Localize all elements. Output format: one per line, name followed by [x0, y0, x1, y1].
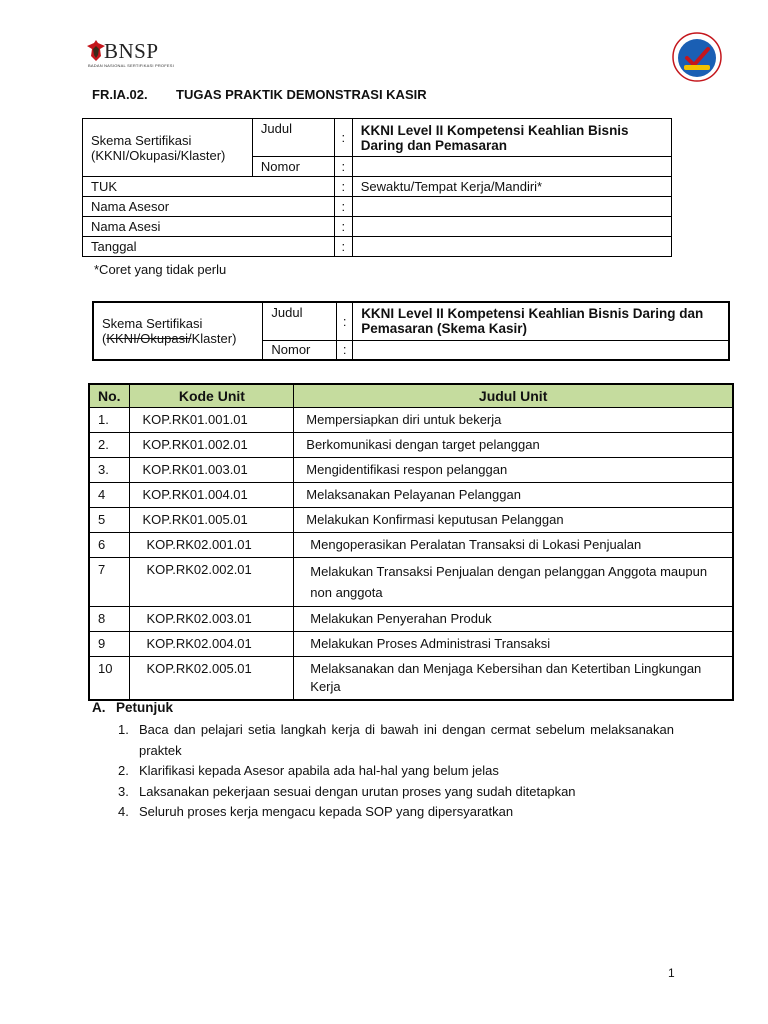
row-kode: KOP.RK01.003.01	[130, 457, 294, 482]
row-kode: KOP.RK02.001.01	[130, 532, 294, 557]
row-kode: KOP.RK01.005.01	[130, 507, 294, 532]
row-no: 5	[89, 507, 130, 532]
row-judul: Melakukan Proses Administrasi Transaksi	[294, 631, 733, 656]
skema-table	[92, 301, 730, 361]
header-judul-unit: Judul Unit	[294, 384, 733, 407]
logo-subtext: BADAN NASIONAL SERTIFIKASI PROFESI	[88, 63, 174, 68]
instruction-list	[118, 720, 674, 823]
logo-wordmark: BNSP	[104, 39, 159, 63]
lsp-seal-icon	[672, 32, 722, 82]
nomor-value[interactable]	[352, 157, 671, 177]
row-judul: Mempersiapkan diri untuk bekerja	[294, 407, 733, 432]
row-no: 1.	[89, 407, 130, 432]
skema-label: Skema Sertifikasi (KKNI/Okupasi/Klaster)	[93, 302, 263, 360]
garuda-emblem-icon	[86, 40, 106, 62]
table-row	[89, 507, 733, 532]
row-judul: Melaksanakan dan Menjaga Kebersihan dan Ketertiban Lingkungan Kerja	[294, 656, 733, 700]
colon: :	[334, 157, 352, 177]
row-no: 6	[89, 532, 130, 557]
form-title: TUGAS PRAKTIK DEMONSTRASI KASIR	[176, 87, 427, 102]
colon: :	[334, 119, 352, 157]
section-title: Petunjuk	[116, 700, 174, 715]
row-kode: KOP.RK01.004.01	[130, 482, 294, 507]
judul-value: KKNI Level II Kompetensi Keahlian Bisnis Daring dan Pemasaran	[352, 119, 671, 157]
nomor-label: Nomor	[263, 340, 337, 360]
section-heading	[92, 700, 173, 715]
row-no: 2.	[89, 432, 130, 457]
row-judul: Berkomunikasi dengan target pelanggan	[294, 432, 733, 457]
table-row	[89, 432, 733, 457]
unit-table	[88, 383, 734, 701]
table-row	[89, 557, 733, 606]
colon: :	[334, 177, 352, 197]
row-judul: Mengoperasikan Peralatan Transaksi di Lokasi Penjualan	[294, 532, 733, 557]
table-row	[89, 631, 733, 656]
asesor-value[interactable]	[352, 197, 671, 217]
row-no: 10	[89, 656, 130, 700]
lsp-logo	[672, 32, 722, 82]
row-judul: Melakukan Konfirmasi keputusan Pelanggan	[294, 507, 733, 532]
row-kode: KOP.RK01.001.01	[130, 407, 294, 432]
row-kode: KOP.RK02.005.01	[130, 656, 294, 700]
row-judul: Melaksanakan Pelayanan Pelanggan	[294, 482, 733, 507]
section-letter: A.	[92, 700, 106, 715]
row-kode: KOP.RK02.003.01	[130, 606, 294, 631]
colon: :	[337, 302, 353, 340]
tanggal-label: Tanggal	[83, 237, 335, 257]
header-no: No.	[89, 384, 130, 407]
row-no: 8	[89, 606, 130, 631]
list-item: 2. Klarifikasi kepada Asesor apabila ada hal-hal yang belum jelas	[118, 763, 499, 778]
row-no: 9	[89, 631, 130, 656]
list-item: 1. Baca dan pelajari setia langkah kerja di bawah ini dengan cermat sebelum melaksanakan praktek	[118, 722, 674, 758]
asesor-label: Nama Asesor	[83, 197, 335, 217]
page-number: 1	[668, 966, 675, 980]
judul-label: Judul	[263, 302, 337, 340]
asesi-label: Nama Asesi	[83, 217, 335, 237]
footnote: *Coret yang tidak perlu	[94, 262, 227, 277]
tuk-label: TUK	[83, 177, 335, 197]
colon: :	[337, 340, 353, 360]
list-item: 4. Seluruh proses kerja mengacu kepada SOP yang dipersyaratkan	[118, 804, 514, 819]
bnsp-logo	[86, 38, 174, 72]
tanggal-value[interactable]	[352, 237, 671, 257]
row-kode: KOP.RK01.002.01	[130, 432, 294, 457]
nomor-value[interactable]	[353, 340, 729, 360]
table-row	[89, 656, 733, 700]
table-row	[89, 482, 733, 507]
judul-value: KKNI Level II Kompetensi Keahlian Bisnis Daring dan Pemasaran (Skema Kasir)	[353, 302, 729, 340]
row-judul: Melakukan Penyerahan Produk	[294, 606, 733, 631]
colon: :	[334, 217, 352, 237]
header-kode-unit: Kode Unit	[130, 384, 294, 407]
assessment-info-table	[82, 118, 672, 257]
row-kode: KOP.RK02.004.01	[130, 631, 294, 656]
table-row	[89, 532, 733, 557]
list-item: 3. Laksanakan pekerjaan sesuai dengan urutan proses yang sudah ditetapkan	[118, 783, 576, 799]
row-judul: Mengidentifikasi respon pelanggan	[294, 457, 733, 482]
tuk-value[interactable]: Sewaktu/Tempat Kerja/Mandiri*	[352, 177, 671, 197]
row-no: 3.	[89, 457, 130, 482]
asesi-value[interactable]	[352, 217, 671, 237]
colon: :	[334, 237, 352, 257]
row-no: 4	[89, 482, 130, 507]
colon: :	[334, 197, 352, 217]
judul-label: Judul	[252, 119, 334, 157]
table-row	[89, 606, 733, 631]
row-kode: KOP.RK02.002.01	[130, 557, 294, 606]
nomor-label: Nomor	[252, 157, 334, 177]
skema-label: Skema Sertifikasi (KKNI/Okupasi/Klaster)	[83, 119, 253, 177]
form-code: FR.IA.02.	[92, 87, 148, 102]
table-row	[89, 407, 733, 432]
row-judul: Melakukan Transaksi Penjualan dengan pelanggan Anggota maupun non anggota	[294, 557, 733, 606]
row-no: 7	[89, 557, 130, 606]
table-row	[89, 457, 733, 482]
